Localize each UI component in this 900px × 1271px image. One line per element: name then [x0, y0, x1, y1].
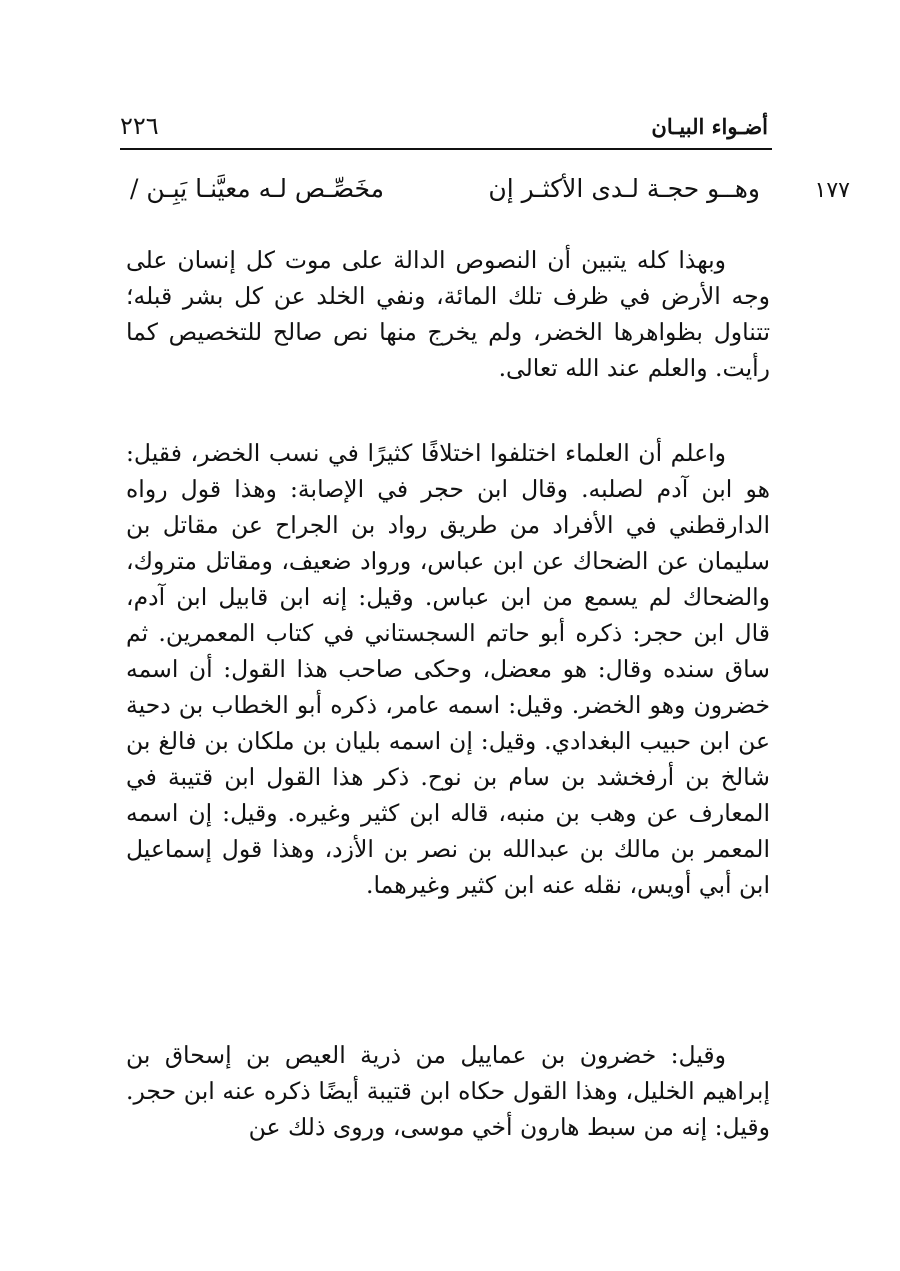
paragraph-3: [126, 1037, 770, 1145]
verse-number: ١٧٧: [814, 178, 850, 203]
paragraph-text: وقيل: خضرون بن عماييل من ذرية العيص بن إسحاق بن إبراهيم الخليل، وهذا القول حكاه ابن قتيبة أيضًا ذكره عنه ابن حجر. وقيل: إنه من سبط هارون أخي موسى، وروى ذلك عن: [126, 1041, 770, 1141]
page-number: ٢٢٦: [120, 112, 159, 140]
verse-first-hemistich: وهــو حجـة لـدى الأكثـر إن: [488, 174, 760, 203]
paragraph-text: واعلم أن العلماء اختلفوا اختلافًا كثيرًا في نسب الخضر، فقيل: هو ابن آدم لصلبه. وقال ابن حجر في الإصابة: وهذا قول رواه الدارقطني في الأفراد من طريق رواد بن الجراح عن مقاتل بن سليمان عن الضحاك عن ابن عباس، ورواد ضعيف، ومقاتل متروك، والضحاك لم يسمع من ابن عباس. وقيل: إنه ابن قابيل ابن آدم، قال ابن حجر: ذكره أبو حاتم السجستاني في كتاب المعمرين. ثم ساق سنده وقال: هو معضل، وحكى صاحب هذا القول: أن اسمه خضرون وهو الخضر. وقيل: اسمه عامر، ذكره أبو الخطاب بن دحية عن ابن حبيب البغدادي. وقيل: إن اسمه بليان بن ملكان بن فالغ بن شالخ بن أرفخشد بن سام بن نوح. ذكر هذا القول ابن قتيبة في المعارف عن وهب بن منبه، قاله ابن كثير وغيره. وقيل: إن اسمه المعمر بن مالك بن عبدالله بن نصر بن الأزد، وهذا قول إسماعيل ابن أبي أويس، نقله عنه ابن كثير وغيرهما.: [126, 439, 770, 899]
paragraph-text: وبهذا كله يتبين أن النصوص الدالة على موت كل إنسان على وجه الأرض في ظرف تلك المائة، ونفي الخلد عن كل بشر قبله؛ تتناول بظواهرها الخضر، ولم يخرج منها نص صالح للتخصيص كما رأيت. والعلم عند الله تعالى.: [126, 246, 770, 382]
paragraph-1: [126, 242, 770, 386]
running-title: أضـواء البيـان: [651, 114, 768, 139]
verse-second-hemistich: مخَصِّـص لـه معيَّنـا يَبِـن /: [130, 174, 385, 203]
verse-line: [130, 174, 850, 218]
paragraph-2: [126, 435, 770, 903]
page-header: [120, 108, 772, 150]
